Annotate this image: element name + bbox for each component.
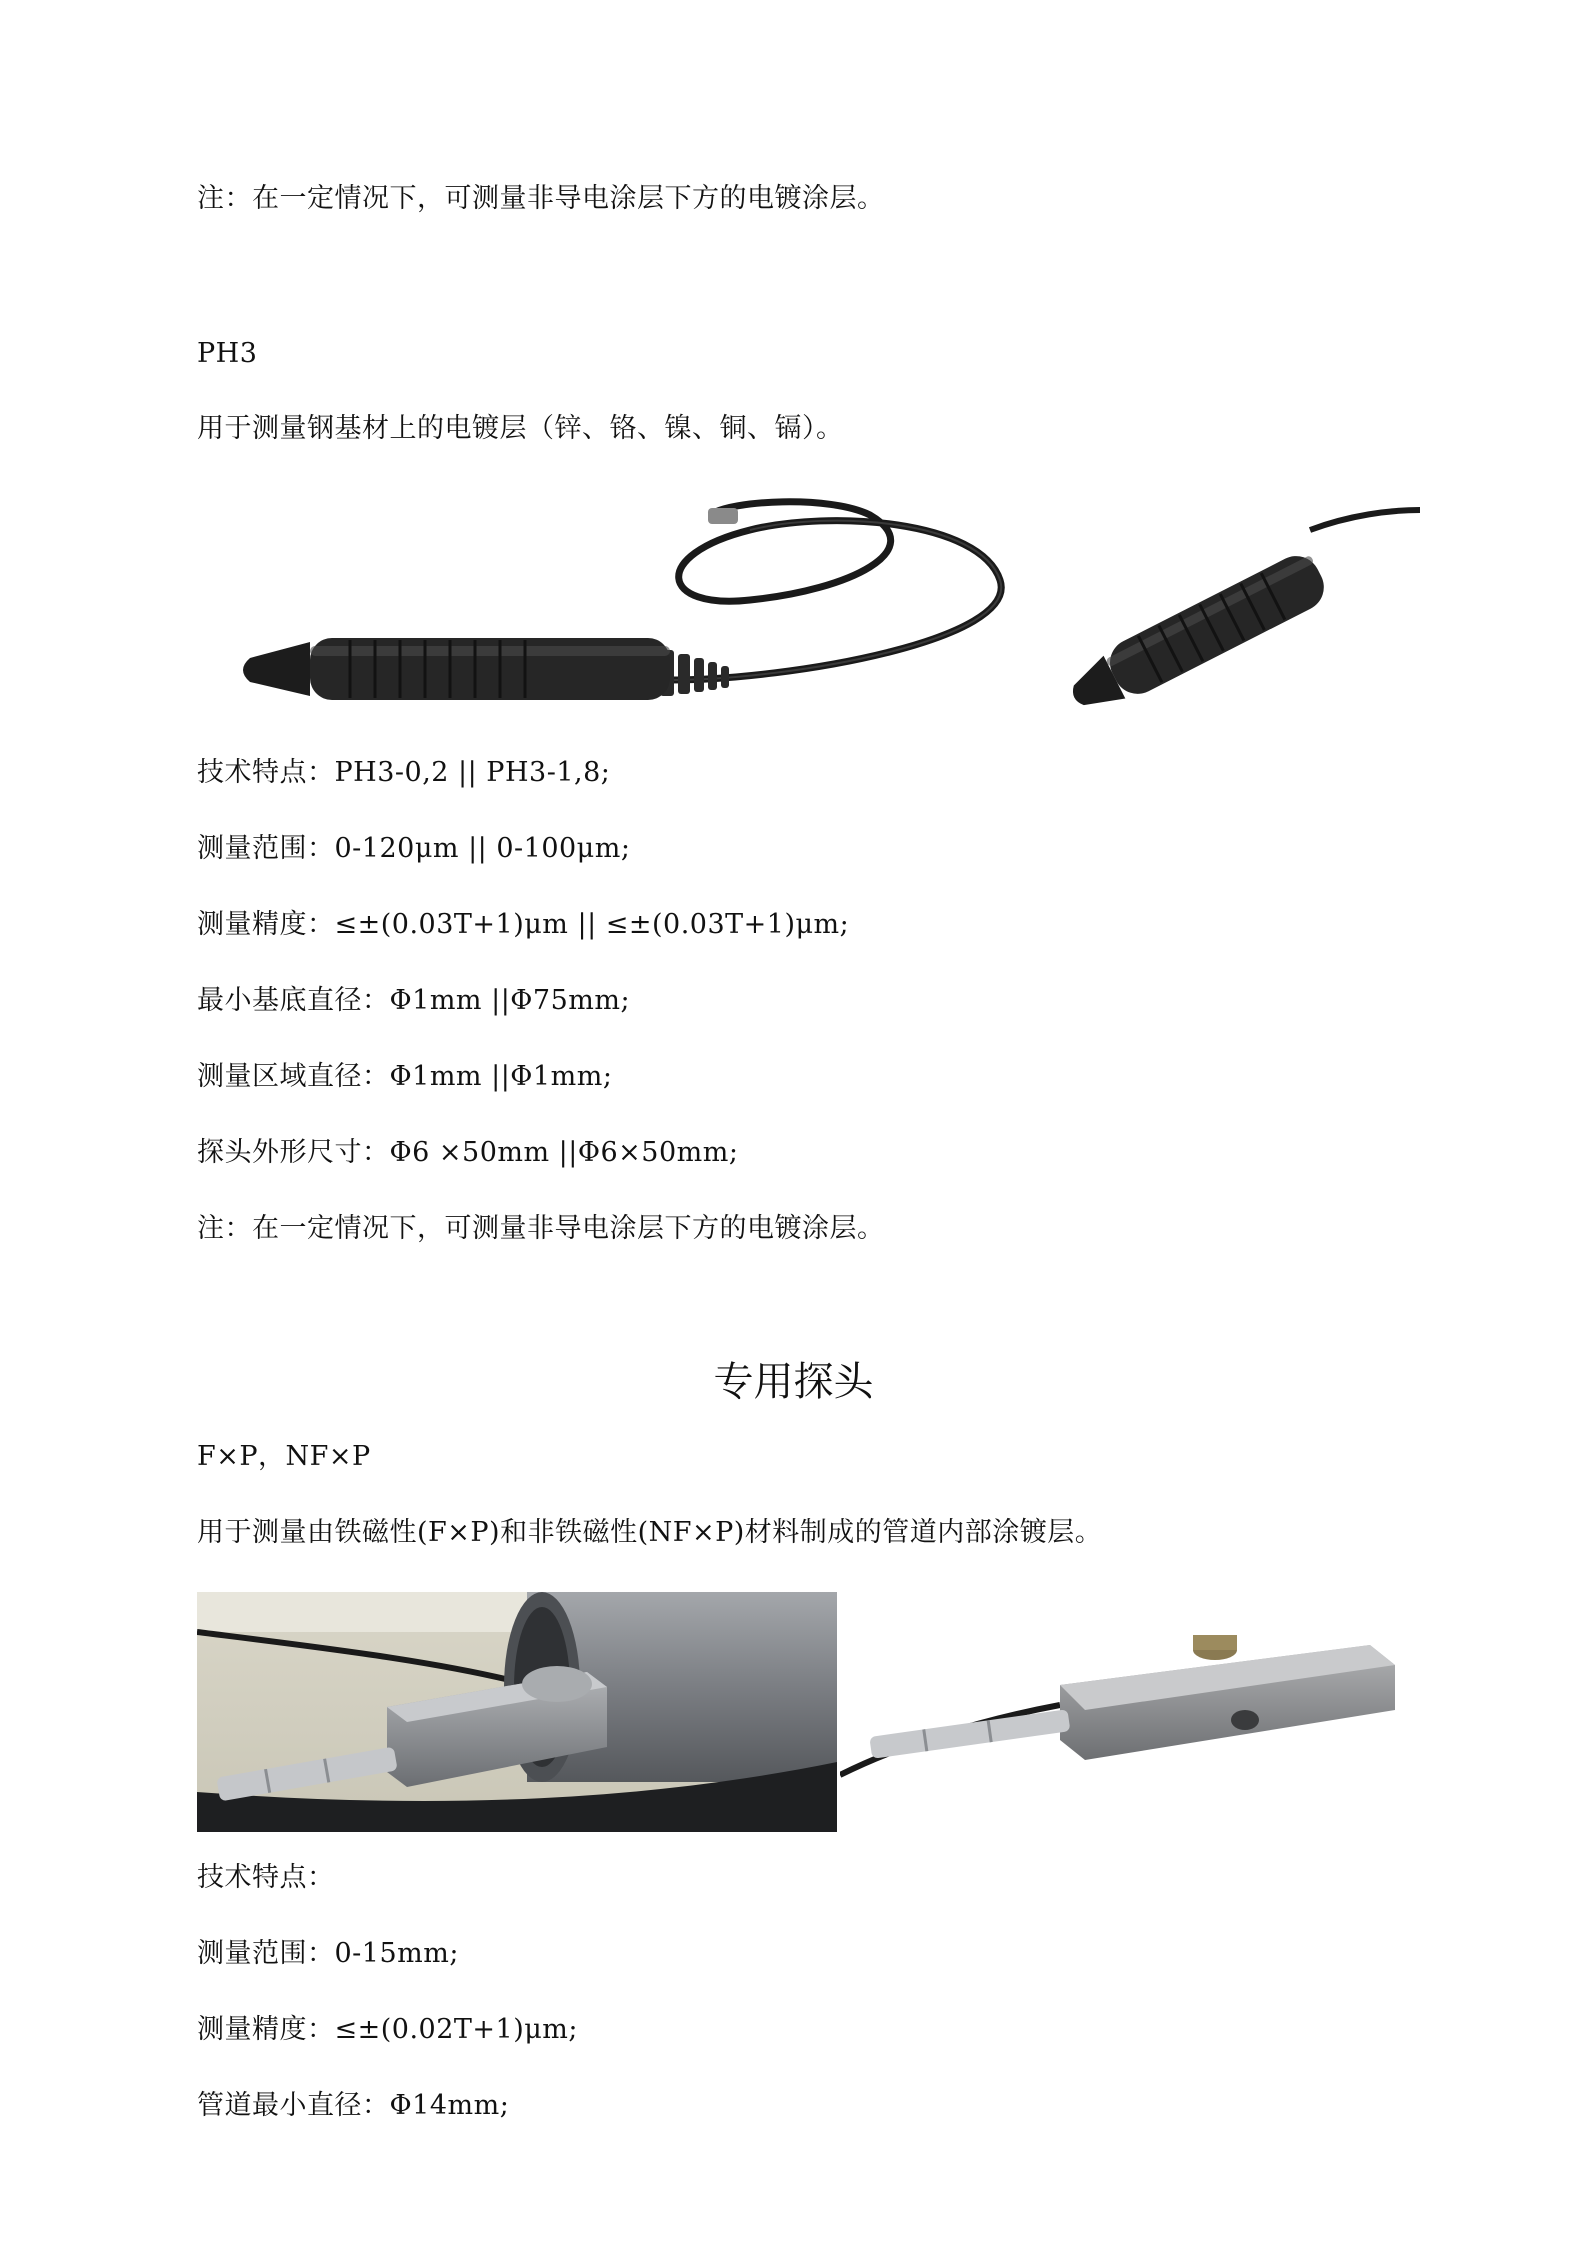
ph3-spec-min-base-diameter: 最小基底直径：Φ1mm ||Φ75mm; xyxy=(197,985,631,1016)
ph3-description: 用于测量钢基材上的电镀层（锌、铬、镍、铜、镉）。 xyxy=(197,413,844,444)
pipe-probe-photo-left xyxy=(197,1592,837,1832)
ph3-spec-dimensions: 探头外形尺寸：Φ6 ×50mm ||Φ6×50mm; xyxy=(197,1137,739,1168)
special-spec-accuracy: 测量精度：≤±(0.02T+1)μm; xyxy=(197,2014,578,2045)
special-title: F×P，NF×P xyxy=(197,1441,371,1472)
special-spec-range: 测量范围：0-15mm; xyxy=(197,1938,459,1969)
special-spec-min-pipe-diameter: 管道最小直径：Φ14mm; xyxy=(197,2090,510,2121)
special-description: 用于测量由铁磁性(F×P)和非铁磁性(NF×P)材料制成的管道内部涂镀层。 xyxy=(197,1517,1103,1548)
ph3-probe-photo-left xyxy=(230,490,1020,705)
note-top: 注：在一定情况下，可测量非导电涂层下方的电镀涂层。 xyxy=(197,183,885,214)
pipe-probe-photo-right xyxy=(840,1625,1400,1805)
ph3-spec-accuracy: 测量精度：≤±(0.03T+1)μm || ≤±(0.03T+1)μm; xyxy=(197,909,850,940)
ph3-note: 注：在一定情况下，可测量非导电涂层下方的电镀涂层。 xyxy=(197,1213,885,1244)
special-probes-heading: 专用探头 xyxy=(713,1359,874,1405)
ph3-title: PH3 xyxy=(197,338,258,369)
ph3-probe-photo-right xyxy=(1060,500,1420,710)
ph3-spec-area-diameter: 测量区域直径：Φ1mm ||Φ1mm; xyxy=(197,1061,613,1092)
ph3-spec-features: 技术特点：PH3-0,2 || PH3-1,8; xyxy=(197,757,611,788)
ph3-spec-range: 测量范围：0-120μm || 0-100μm; xyxy=(197,833,631,864)
special-spec-features: 技术特点： xyxy=(197,1862,335,1893)
